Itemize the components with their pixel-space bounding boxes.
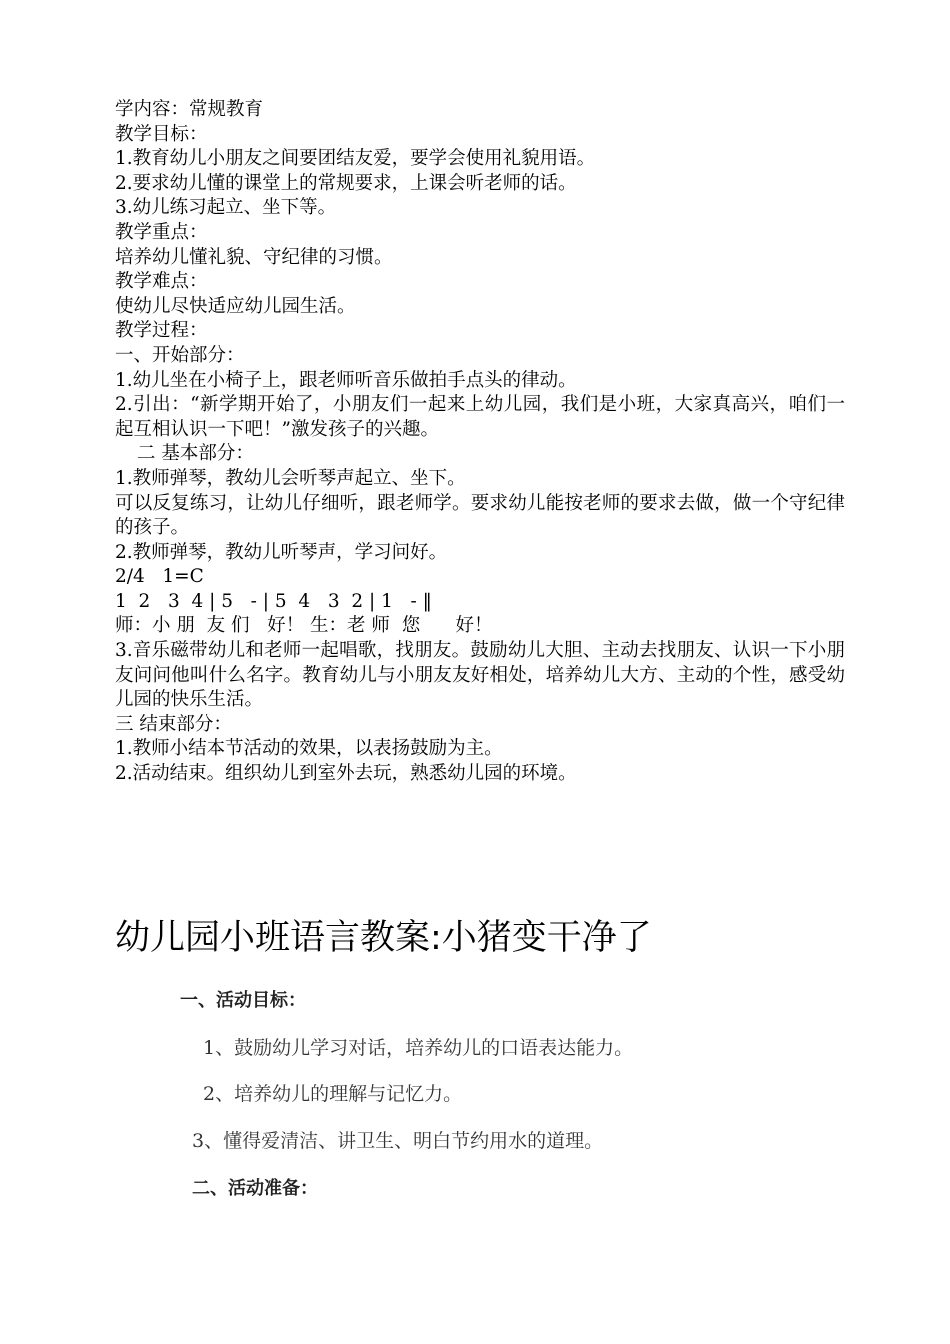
song-paragraph: 3.音乐磁带幼儿和老师一起唱歌，找朋友。鼓励幼儿大胆、主动去找朋友、认识一下小朋友问问他叫什么名字。教育幼儿与小朋友友好相处，培养幼儿大方、主动的个性，感受幼儿园的快乐生活。 <box>115 640 845 711</box>
activity-prep-heading: 二、活动准备： <box>192 1178 318 1199</box>
difficulty-text: 使幼儿尽快适应幼儿园生活。 <box>115 295 356 317</box>
ending-heading: 三 结束部分： <box>115 713 232 735</box>
basic-step-1: 1.教师弹琴，教幼儿会听琴声起立、坐下。 <box>115 467 466 489</box>
goal-line-2: 2.要求幼儿懂的课堂上的常规要求，上课会听老师的话。 <box>115 172 577 194</box>
music-notation: 1 2 3 4 | 5 - | 5 4 3 2 | 1 - ‖ <box>115 590 432 612</box>
goal-line-1: 1.教育幼儿小朋友之间要团结友爱，要学会使用礼貌用语。 <box>115 148 596 170</box>
song-lyrics: 师：小 朋 友 们 好！ 生：老 师 您 好！ <box>115 615 493 637</box>
basic-step-2: 2.教师弹琴，教幼儿听琴声，学习问好。 <box>115 541 448 563</box>
teaching-goals-heading: 教学目标： <box>115 123 208 145</box>
ending-step-1: 1.教师小结本节活动的效果，以表扬鼓励为主。 <box>115 738 503 760</box>
key-points-text: 培养幼儿懂礼貌、守纪律的习惯。 <box>115 246 393 268</box>
basic-part-heading: 二 基本部分： <box>137 443 254 465</box>
activity-goal-2: 2、培养幼儿的理解与记忆力。 <box>203 1083 463 1105</box>
activity-goals-heading: 一、活动目标： <box>180 990 306 1011</box>
activity-goal-3: 3、懂得爱清洁、讲卫生、明白节约用水的道理。 <box>192 1130 604 1152</box>
opening-heading: 一、开始部分： <box>115 344 245 366</box>
opening-step-1: 1.幼儿坐在小椅子上，跟老师听音乐做拍手点头的律动。 <box>115 369 577 391</box>
opening-step-2-paragraph: 2.引出：“新学期开始了，小朋友们一起来上幼儿园，我们是小班，大家真高兴，咱们一起互相认识一下吧！”激发孩子的兴趣。 <box>115 394 845 440</box>
lesson-content-line: 学内容：常规教育 <box>115 99 264 120</box>
ending-step-2: 2.活动结束。组织幼儿到室外去玩，熟悉幼儿园的环境。 <box>115 763 577 785</box>
difficulty-heading: 教学难点： <box>115 271 208 293</box>
process-heading: 教学过程： <box>115 320 208 342</box>
time-signature: 2/4 1=C <box>115 566 204 588</box>
lesson-plan-1-body <box>115 98 845 787</box>
lesson-plan-2-title: 幼儿园小班语言教案:小猪变干净了 <box>115 918 652 958</box>
activity-goal-1: 1、鼓励幼儿学习对话，培养幼儿的口语表达能力。 <box>203 1037 634 1059</box>
goal-line-3: 3.幼儿练习起立、坐下等。 <box>115 197 337 219</box>
practice-paragraph: 可以反复练习，让幼儿仔细听，跟老师学。要求幼儿能按老师的要求去做，做一个守纪律的孩子。 <box>115 492 845 539</box>
key-points-heading: 教学重点： <box>115 221 208 243</box>
